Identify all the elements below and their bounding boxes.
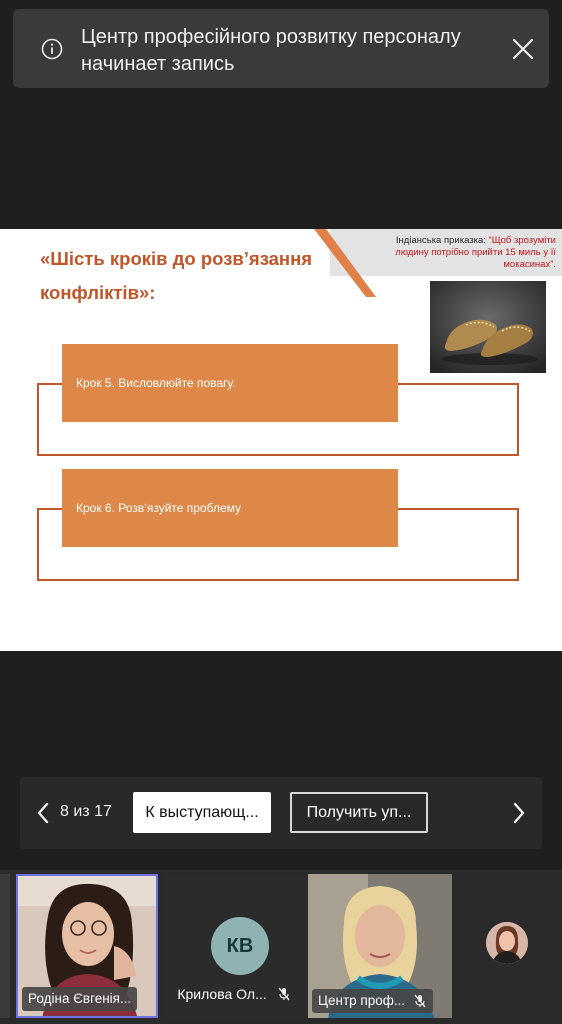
go-to-presenter-button[interactable]: К выступающ... xyxy=(133,792,271,833)
participant-name-text: Крилова Ол... xyxy=(177,986,267,1002)
avatar: КВ xyxy=(211,917,269,975)
moccasins-image xyxy=(430,281,546,373)
close-notification-button[interactable] xyxy=(509,35,537,63)
step-5-box xyxy=(62,344,398,422)
info-icon xyxy=(41,38,63,60)
notification-message: Центр професійного розвитку персоналу начинает запись xyxy=(81,26,461,75)
microphone-muted-icon xyxy=(277,987,291,1001)
participant-tile[interactable] xyxy=(308,874,452,1018)
participant-name-text: Центр проф... xyxy=(318,993,406,1008)
participant-name-text: Родіна Євгенія... xyxy=(28,991,132,1006)
chevron-right-icon xyxy=(508,801,528,825)
participant-tile[interactable] xyxy=(164,874,304,1018)
step-6-box xyxy=(62,469,398,547)
participant-tile-partial[interactable] xyxy=(0,874,10,1018)
previous-slide-button[interactable] xyxy=(34,801,54,825)
proverb-quote xyxy=(370,235,556,271)
recording-notification xyxy=(13,9,549,88)
step-5-label: Крок 5. Висловлюйте повагу. xyxy=(76,376,236,390)
step-6-label: Крок 6. Розв’язуйте проблему xyxy=(76,501,241,515)
participant-name xyxy=(164,986,304,1002)
chevron-left-icon xyxy=(34,801,54,825)
self-view-avatar[interactable] xyxy=(486,922,528,964)
participant-name xyxy=(312,989,433,1013)
participant-thumbnail xyxy=(486,922,528,964)
participant-tile[interactable] xyxy=(16,874,158,1018)
slide-counter: 8 из 17 xyxy=(60,803,112,820)
slide-title: «Шість кроків до розв’язання конфліктів»: xyxy=(40,248,313,303)
shared-slide xyxy=(0,229,562,651)
next-slide-button[interactable] xyxy=(508,801,528,825)
take-control-button[interactable]: Получить уп... xyxy=(290,792,428,833)
proverb-text: “Щоб зрозуміти людину потрібно прийти 15 миль у її мокасинах”. xyxy=(395,235,556,270)
close-icon xyxy=(512,38,534,60)
participant-name xyxy=(22,987,137,1011)
proverb-prefix: Індіанська приказка: xyxy=(395,235,489,246)
microphone-muted-icon xyxy=(413,994,427,1008)
presentation-controls xyxy=(20,777,542,849)
